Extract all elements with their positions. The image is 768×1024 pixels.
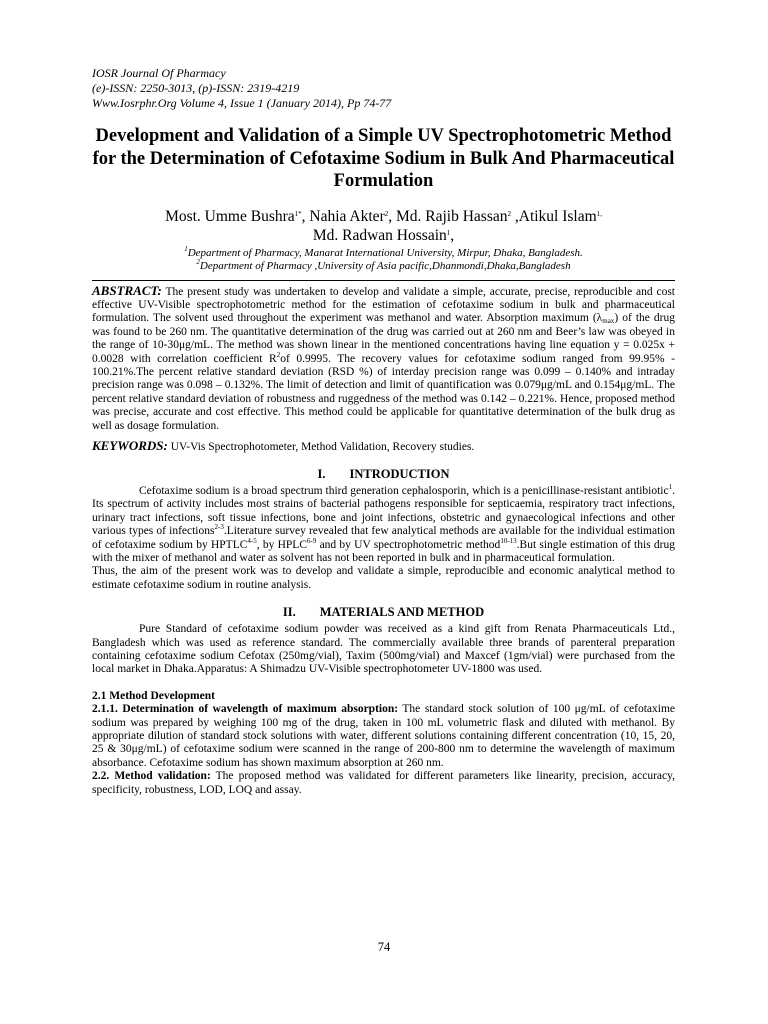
body-text: .But single estimation of this drug with the mixer of methanol and water as solvent has not been reported in bulk and in pharmaceutical formulation. (92, 538, 675, 564)
intro-paragraph-1 (92, 482, 675, 565)
affil-text: Department of Pharmacy ,University of Asia pacific,Dhanmondi,Dhaka,Bangladesh (199, 260, 571, 272)
affiliation-2 (92, 260, 675, 274)
section-title: MATERIALS AND METHOD (319, 605, 485, 620)
author-affil-mark: 1* (294, 209, 302, 218)
keywords-text: UV-Vis Spectrophotometer, Method Validation, Recovery studies. (167, 440, 475, 453)
materials-paragraph: Pure Standard of cefotaxime sodium powder was received as a kind gift from Renata Pharmaceuticals Ltd., Bangladesh which was used as reference standard. The commercially available three brands of parenteral preparation containing cefotaxime sodium Cefotax (250mg/vial), Taxim (500mg/vial) and Maxcef (1gm/vial) were purchased from the local market in Dhaka.Apparatus: A Shimadzu UV-Visible spectrophotometer UV-1800 was used. (92, 623, 675, 676)
section-number: II. (282, 605, 296, 620)
subsection-heading-method-development: 2.1 Method Development (92, 689, 215, 702)
subsection-2-2 (92, 770, 675, 797)
keywords-label: KEYWORDS: (92, 437, 168, 453)
body-text: .Literature survey revealed that few analytical methods are available for the individual estimation of cefotaxime sodium by HPTLC (92, 525, 675, 551)
author-affil-mark: 1, (596, 209, 602, 218)
affil-text: Department of Pharmacy, Manarat International University, Mirpur, Dhaka, Bangladesh. (187, 246, 583, 259)
journal-header (92, 66, 675, 111)
author-name: Most. Umme Bushra (165, 207, 295, 225)
author-affil-mark: 1 (446, 228, 451, 237)
abstract-text: ) of the drug was found to be 260 nm. The quantitative determination of the drug was carried out at 260 nm and Beer’s law was obeyed in the range of 10-30μg/mL. The method was shown linear in the mentioned concentrations having line equation y = 0.025x + 0.0028 with correlation coefficient R (92, 312, 675, 365)
abstract-text: The present study was undertaken to develop and validate a simple, accurate, precise, reproducible and cost effective UV-Visible spectrophotometric method for the estimation of cefotaxime sodium in bulk and pharmaceutical formulation. The solvent used throughout the experiment was methanol and water. Absorption maximum (λ (92, 285, 675, 325)
abstract (92, 284, 675, 433)
section-title: INTRODUCTION (349, 466, 450, 481)
journal-issn: (e)-ISSN: 2250-3013, (p)-ISSN: 2319-4219 (92, 81, 300, 95)
section-heading-introduction (92, 467, 675, 482)
section-heading-materials (92, 605, 675, 620)
author-name: , Md. Rajib Hassan (388, 207, 508, 225)
affiliations (92, 244, 675, 274)
author-affil-mark: 2 (384, 209, 389, 218)
journal-name: IOSR Journal Of Pharmacy (92, 66, 226, 80)
body-text: and by UV spectrophotometric method (316, 538, 501, 551)
body-text: , by HPLC (256, 538, 307, 551)
subsection-2-1-1 (92, 703, 675, 770)
r-squared-sup: 2 (276, 350, 281, 359)
body-text: . Its spectrum of activity includes most strains of bacterial pathogens responsible for septicaemia, respiratory tract infections, urinary tract infections, soft tissue infections, bone and joint infections, obstetric and gynaecological infections and other various types of infections (92, 484, 675, 538)
section-number: I. (317, 466, 326, 481)
body-text: Cefotaxime sodium is a broad spectrum third generation cephalosporin, which is a penicillinase-resistant antibiotic (139, 484, 669, 497)
body-text: The standard stock solution of 100 μg/mL of cefotaxime sodium was prepared by weighing 100 mg of the drug, taken in 100 mL volumetric flask and diluted with methanol. By appropriate dilution of standard stock solutions with water, different solutions containing different concentration (10, 15, 20, 25 & 30μg/mL) of cefotaxime sodium were scanned in the range of 200-800 nm to determine the wavelength of maximum absorbance. Cefotaxime sodium has shown maximum absorption at 260 nm. (92, 703, 676, 769)
author-name: Md. Radwan Hossain (312, 226, 447, 244)
affil-mark: 1 (184, 244, 188, 253)
paper-title: Development and Validation of a Simple UV Spectrophotometric Method for the Determination of Cefotaxime Sodium in Bulk And Pharmaceutical Formulation (92, 126, 675, 191)
author-affil-mark: 2 (507, 209, 511, 218)
citation-mark: 2-3 (214, 523, 224, 532)
subsection-label: 2.2. Method validation: (92, 770, 211, 783)
citation-mark: 6-9 (307, 536, 317, 545)
divider (92, 280, 675, 281)
page-number: 74 (377, 940, 391, 954)
abstract-text: of 0.9995. The recovery values for cefotaxime sodium ranged from 99.95% - 100.21%.The percent relative standard deviation (RSD %) of interday precision range was 0.099 – 0.140% and intraday precision range was 0.098 – 0.132%. The limit of detection and limit of quantification was 0.079μg/mL and 0.154μg/mL. The percent relative standard deviation of robustness and ruggedness of the method was 0.142 – 0.221%. Hence, proposed method was precise, accurate and cost effective. This method could be applicable for quantitative determination of the bulk drug as well as dosage formulation. (92, 352, 675, 432)
affil-mark: 2 (196, 258, 200, 266)
intro-paragraph-2: Thus, the aim of the present work was to develop and validate a simple, reproducible and economic analytical method to estimate cefotaxime sodium in routine analysis. (92, 565, 675, 591)
author-name: ,Atikul Islam (511, 207, 597, 225)
body-text: The proposed method was validated for different parameters like linearity, precision, accuracy, specificity, robustness, LOD, LOQ and assay. (92, 770, 675, 796)
subsection-label: 2.1.1. Determination of wavelength of maximum absorption: (92, 703, 399, 716)
journal-volume: Www.Iosrphr.Org Volume 4, Issue 1 (January 2014), Pp 74-77 (92, 96, 392, 110)
citation-mark: 1 (668, 482, 673, 491)
citation-mark: 10-13 (500, 536, 517, 545)
lambda-subscript: max (602, 317, 615, 326)
citation-mark: 4-5 (247, 536, 257, 545)
author-list (92, 207, 675, 245)
paper-page (92, 66, 675, 797)
abstract-label: ABSTRACT: (92, 282, 162, 298)
author-name: , Nahia Akter (301, 207, 385, 225)
keywords (92, 439, 675, 454)
author-separator: , (450, 226, 455, 244)
affiliation-1 (92, 244, 675, 261)
